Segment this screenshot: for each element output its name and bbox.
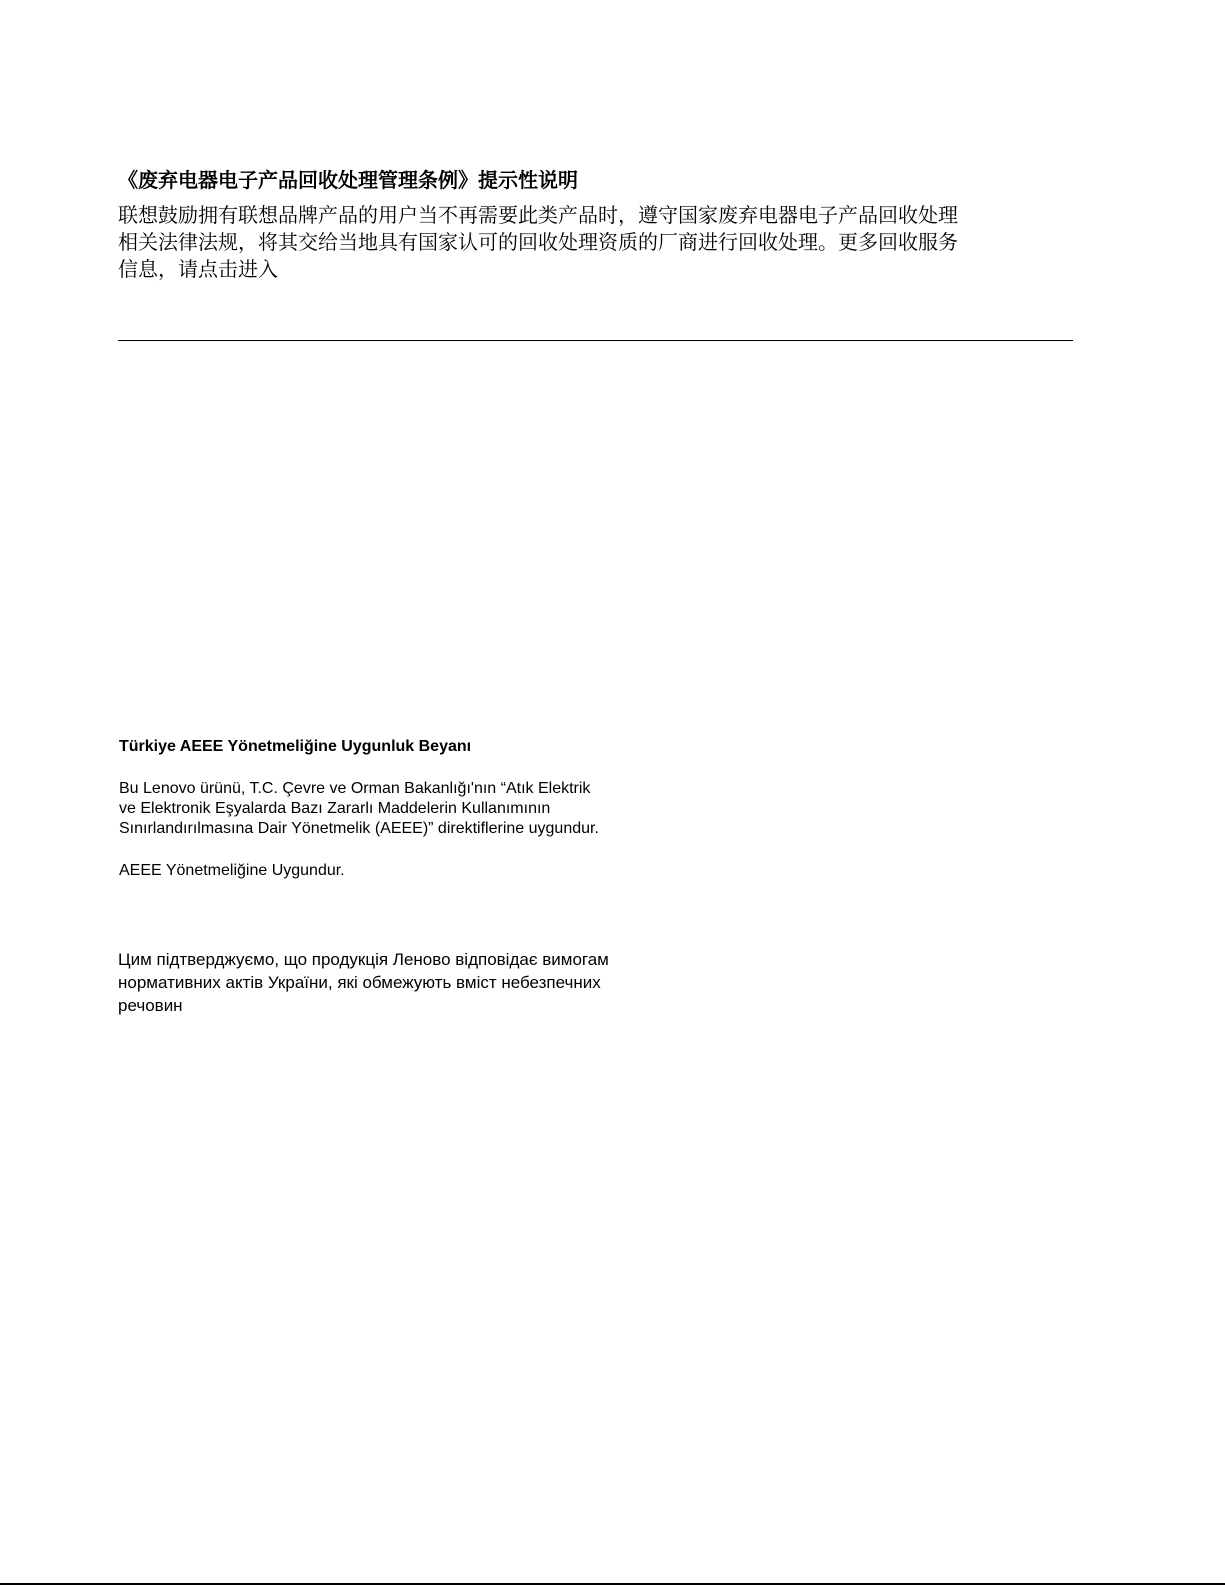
section-divider (118, 340, 1073, 341)
ukraine-notice-line: нормативних актів України, які обмежують вміст небезпечних (118, 973, 601, 992)
turkey-notice-line: Sınırlandırılmasına Dair Yönetmelik (AEEE)” direktiflerine uygundur. (119, 820, 599, 837)
ukraine-notice-line: Цим підтверджуємо, що продукція Леново відповідає вимогам (118, 950, 609, 969)
turkey-notice-body (119, 779, 599, 839)
turkey-notice-title: Türkiye AEEE Yönetmeliğine Uygunluk Beyanı (119, 738, 472, 755)
ukraine-notice-line: речовин (118, 996, 183, 1015)
china-notice-line: 信息，请点击进入 (118, 257, 278, 281)
ukraine-notice-body (118, 948, 609, 1017)
turkey-conformity-statement: AEEE Yönetmeliğine Uygundur. (119, 862, 345, 879)
turkey-notice-line: Bu Lenovo ürünü, T.C. Çevre ve Orman Bakanlığı'nın “Atık Elektrik (119, 780, 591, 797)
turkey-notice-line: ve Elektronik Eşyalarda Bazı Zararlı Maddelerin Kullanımının (119, 800, 551, 817)
china-notice-title: 《废弃电器电子产品回收处理管理条例》提示性说明 (118, 168, 578, 192)
china-notice-line: 相关法律法规，将其交给当地具有国家认可的回收处理资质的厂商进行回收处理。更多回收服务 (118, 230, 958, 254)
china-notice-line: 联想鼓励拥有联想品牌产品的用户当不再需要此类产品时，遵守国家废弃电器电子产品回收处理 (118, 203, 958, 227)
china-notice-body (118, 202, 1068, 283)
